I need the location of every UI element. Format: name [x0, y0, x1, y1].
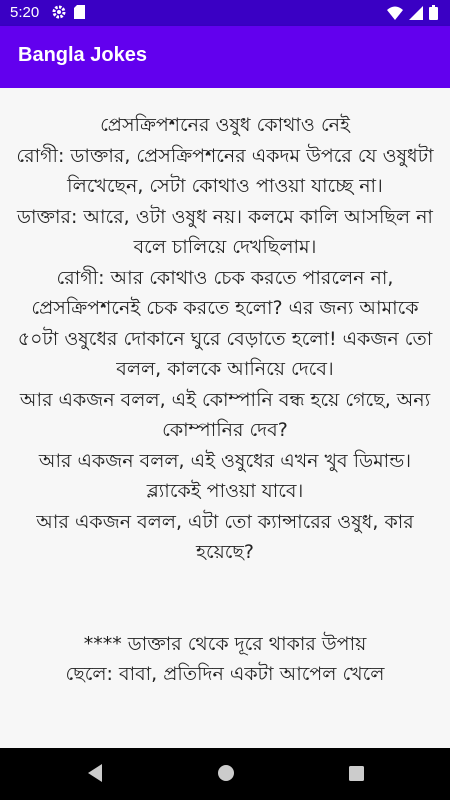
next-joke-title: **** ডাক্তার থেকে দূরে থাকার উপায় — [83, 632, 367, 655]
signal-icon — [409, 6, 423, 25]
joke-line: আর একজন বলল, এই কোম্পানি বন্ধ হয়ে গেছে, অন্য কোম্পানির দেব? — [19, 388, 431, 441]
joke-line: রোগী: আর কোথাও চেক করতে পারলেন না, প্রেসক্রিপশনেই চেক করতে হলো? এর জন্য আমাকে ৫০টা ওষুধের দোকানে ঘুরে বেড়াতে হলো! একজন তো বলল, কালকে আনিয়ে দেবে। — [17, 266, 433, 380]
status-left-icons — [52, 5, 85, 24]
app-bar — [0, 26, 450, 88]
wifi-icon — [387, 6, 403, 25]
battery-icon — [429, 5, 438, 25]
gear-icon — [52, 5, 66, 24]
status-time: 5:20 — [10, 4, 40, 21]
joke-title: প্রেসক্রিপশনের ওষুধ কোথাও নেই — [100, 114, 350, 136]
joke-line: রোগী: ডাক্তার, প্রেসক্রিপশনের একদম উপরে যে ওষুধটা লিখেছেন, সেটা কোথাও পাওয়া যাচ্ছে না। — [16, 144, 434, 197]
sd-card-icon — [74, 5, 85, 24]
joke-line: আর একজন বলল, এটা তো ক্যান্সারের ওষুধ, কার হয়েছে? — [36, 510, 414, 563]
joke-spacer — [16, 568, 434, 629]
app-title: Bangla Jokes — [18, 44, 147, 66]
home-icon[interactable] — [215, 762, 237, 788]
back-icon[interactable] — [84, 762, 104, 788]
nav-bar — [0, 748, 450, 800]
next-joke-line: ছেলে: বাবা, প্রতিদিন একটা আপেল খেলে — [65, 663, 385, 685]
joke-text — [0, 88, 450, 690]
joke-line: আর একজন বলল, এই ওষুধের এখন খুব ডিমান্ড। ব্ল্যাকেই পাওয়া যাবে। — [38, 449, 412, 502]
joke-line: ডাক্তার: আরে, ওটা ওষুধ নয়। কলমে কালি আসছিল না বলে চালিয়ে দেখছিলাম। — [17, 205, 433, 258]
recents-icon[interactable] — [346, 762, 366, 788]
status-bar — [0, 0, 450, 26]
joke-content[interactable] — [0, 88, 450, 748]
status-right-icons — [387, 5, 438, 25]
